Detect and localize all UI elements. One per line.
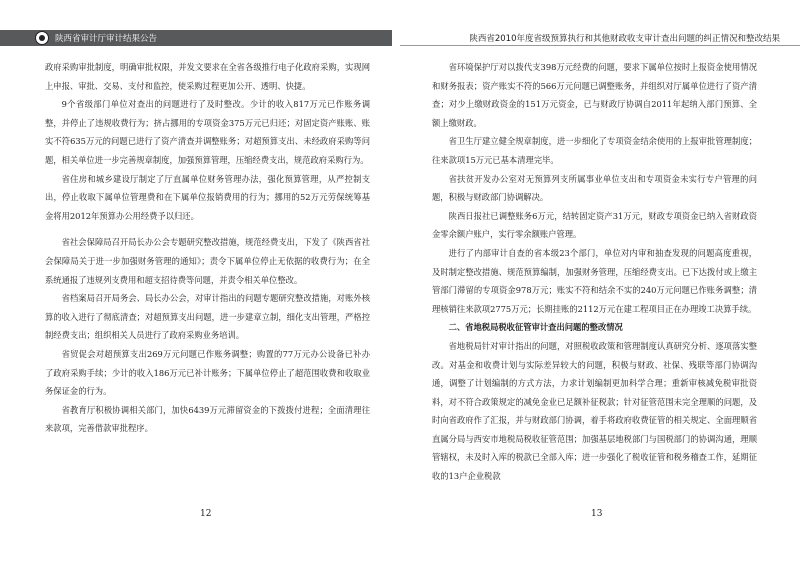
right-paragraph-1: 省环境保护厅对以拨代支398万元经费的问题，要求下属单位按时上报资金使用情况和财务报表；资产账实不符的566万元问题已调整账务，并组织对厅属单位进行了资产清查；对少上缴财政资金的151万元资金，已与财政厅协调自2011年起纳入部门预算、全额上缴财政。 (432, 62, 757, 128)
right-paragraph-5: 进行了内部审计自查的省本级23个部门，单位对内审和抽查发现的问题高度重视，及时制定整改措施、规范预算编制，加强财务管理，压缩经费支出。已下达拨付或上缴主管部门滞留的专项资金978万元；账实不符和结余不实的240万元问题已作账务调整；清理核销往来款项2775万元；长期挂账的2112万元在建工程项目正在办理竣工决算手续。 (432, 247, 757, 314)
left-paragraph-2: 9个省级部门单位对查出的问题进行了及时整改。少计的收入817万元已作账务调整，并停止了违规收费行为；挤占挪用的专项资金375万元已归还；对固定资产账账、账实不符635万元的问题已进行了资产清查并调整账务；对超预算支出、未经政府采购等问题，相关单位进一步完善规章制度，加强预算管理，压缩经费支出，规范政府采购行为。 (45, 99, 370, 165)
left-paragraph-5: 省档案局召开局务会、局长办公会，对审计指出的问题专题研究整改措施，对账外核算的收入进行了彻底清查；对超预算支出问题，进一步建章立制，细化支出管理，严格控制经费支出；组织相关人员进行了政府采购业务培训。 (45, 293, 370, 341)
left-page-body (45, 58, 370, 438)
page-header (0, 30, 800, 46)
right-page-body (432, 58, 757, 486)
header-left-title: 陕西省审计厅审计结果公告 (55, 34, 158, 44)
right-paragraph-3: 省扶贫开发办公室对无预算列支所属事业单位支出和专项资金未实行专户管理的问题，积极与财政部门协调解决。 (432, 173, 757, 203)
left-paragraph-1: 政府采购审批制度，明确审批权限，并发文要求在全省各级推行电子化政府采购，实现网上申报、审批、交易、支付和监控，使采购过程更加公开、透明、快捷。 (45, 62, 370, 91)
left-paragraph-4: 省社会保障局召开局长办公会专题研究整改措施，规范经费支出，下发了《陕西省社会保障局关于进一步加强财务管理的通知》；责令下属单位停止无依据的收费行为；在全系统通报了违规列支费用和超支招待费等问题，并责令相关单位整改。 (45, 237, 370, 285)
left-paragraph-7: 省教育厅积极协调相关部门，加快6439万元滞留资金的下拨拨付进程；全面清理往来款项，完善借款审批程序。 (45, 404, 370, 434)
left-paragraph-6: 省贸促会对超预算支出269万元问题已作账务调整；购置的77万元办公设备已补办了政府采购手续；少计的收入186万元已补计账务；下属单位停止了超范围收费和收取业务保证金的行为。 (45, 348, 370, 397)
left-paragraph-3: 省住房和城乡建设厅制定了厅直属单位财务管理办法，强化预算管理，从严控制支出，停止收取下属单位管理费和在下属单位报销费用的行为；挪用的52万元劳保统筹基金将用2012年预算办公用经费予以归还。 (45, 173, 370, 221)
left-page-number: 12 (200, 509, 212, 519)
right-paragraph-6: 省地税局针对审计指出的问题，对照税收政策和管理制度认真研究分析、逐项落实整改。对基金和收费计划与实际差异较大的问题，积极与财政、社保、残联等部门协调沟通，调整了计划编制的方式方法，力求计划编制更加科学合理；重新审核减免税审批资料，对不符合政策规定的减免金业已足额补征税款；针对征管范围未完全理顺的问题，及时向省政府作了汇报，并与财政部门协调，着手将政府收费征管的相关规定、全面理顺省直属分局与西安市地税局税收征管范围；加强基层地税部门与国税部门的协调沟通，理顺管辖权，未及时入库的税款已全部入库；进一步强化了税收征管和税务稽查工作，延期征收的13户企业税款 (432, 340, 757, 482)
right-paragraph-2: 省卫生厅建立健全规章制度，进一步细化了专项资金结余使用的上报审批管理制度；往来款项15万元已基本清理完毕。 (432, 136, 757, 165)
header-right-band (400, 30, 800, 46)
header-right-title: 陕西省2010年度省级预算执行和其他财政收支审计查出问题的纠正情况和整改结果 (469, 34, 780, 44)
header-left-band (0, 30, 392, 46)
right-paragraph-4: 陕西日报社已调整账务6万元，结转固定资产31万元，财政专项资金已纳入省财政资金零余额户账户，实行零余额账户管理。 (432, 210, 757, 240)
audit-office-emblem-icon (35, 31, 49, 45)
right-page-number: 13 (591, 509, 603, 519)
section-heading: 二、省地税局税收征管审计查出问题的整改情况 (448, 322, 623, 333)
